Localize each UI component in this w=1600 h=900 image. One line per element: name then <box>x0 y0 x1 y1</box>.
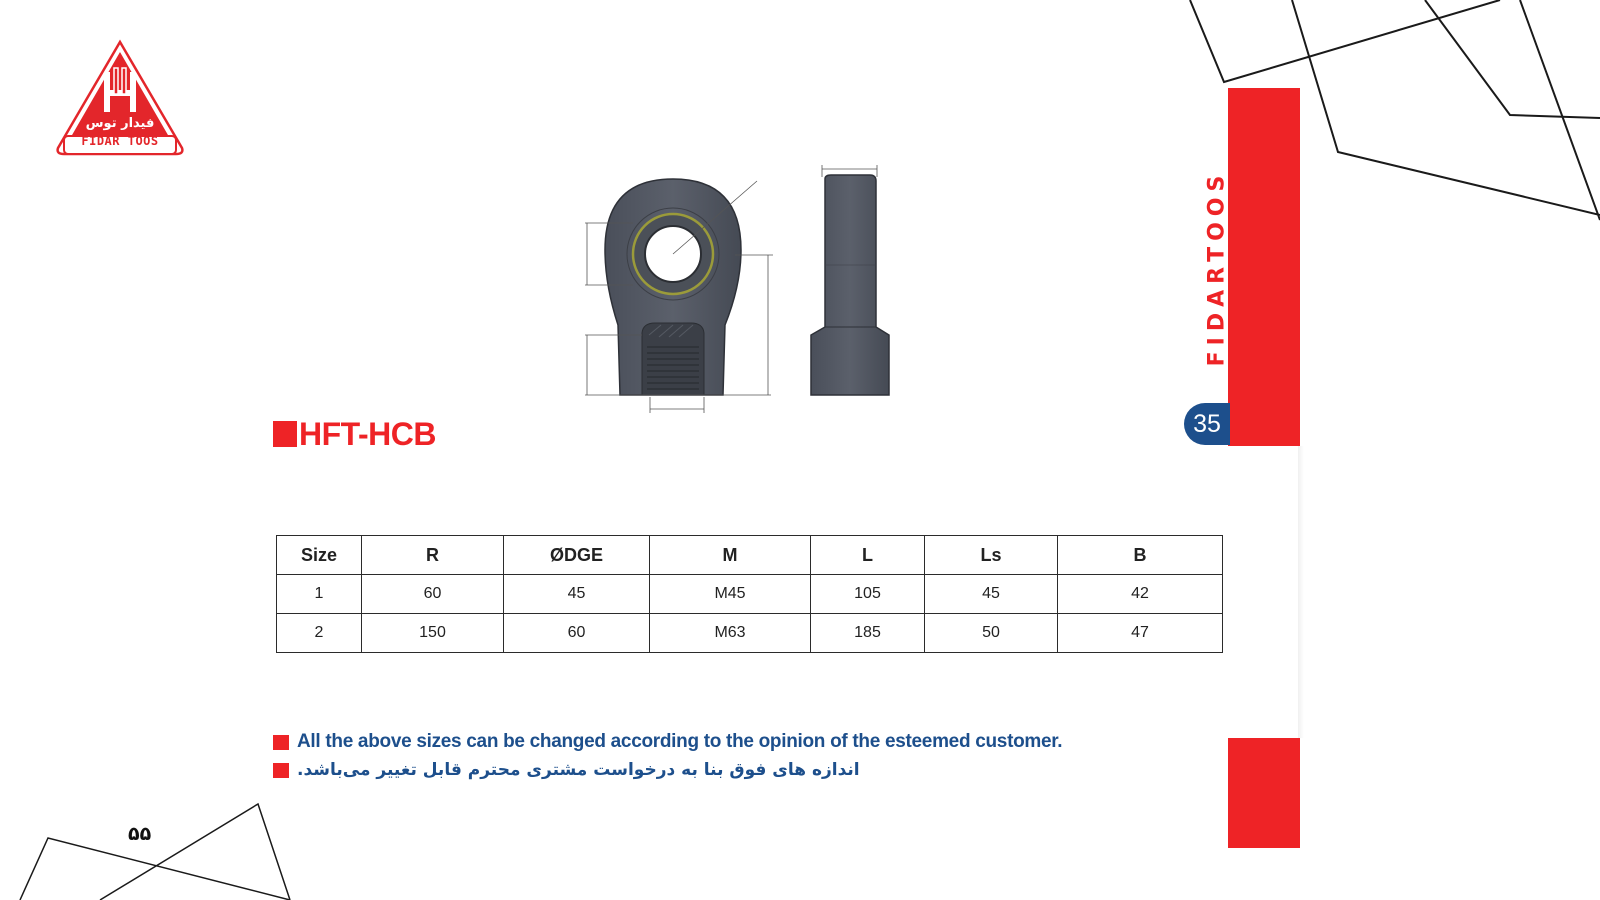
header-r: R <box>362 536 504 575</box>
bullet-square-icon <box>273 735 289 750</box>
table-cell: 45 <box>925 575 1058 614</box>
table-row <box>277 614 1223 653</box>
header-dge: ØDGE <box>504 536 650 575</box>
table-cell: 2 <box>277 614 362 653</box>
table-cell: 45 <box>504 575 650 614</box>
page-number: ۵۵ <box>128 823 152 845</box>
product-title <box>273 416 436 452</box>
table-row <box>277 575 1223 614</box>
table-cell: 47 <box>1058 614 1223 653</box>
header-b: B <box>1058 536 1223 575</box>
header-m: M <box>650 536 811 575</box>
red-side-band-bottom <box>1228 738 1300 848</box>
note-persian-text: اندازه های فوق بنا به درخواست مشتری محترم قابل تغییر می‌باشد. <box>297 760 860 780</box>
table-cell: 60 <box>504 614 650 653</box>
decorative-lines-bottom-left <box>0 790 300 900</box>
table-cell: 42 <box>1058 575 1223 614</box>
table-cell: 50 <box>925 614 1058 653</box>
table-cell: 185 <box>811 614 925 653</box>
red-side-band-top <box>1228 88 1300 446</box>
table-cell: 105 <box>811 575 925 614</box>
note-english-text: All the above sizes can be changed according to the opinion of the esteemed customer. <box>297 731 1063 752</box>
side-band-shadow <box>1298 446 1304 738</box>
table-cell: 150 <box>362 614 504 653</box>
table-header-row <box>277 536 1223 575</box>
logo-text-english: FIDAR TOOS <box>81 134 159 148</box>
brand-name: FIDARTOOS <box>1204 169 1230 366</box>
table-cell: 1 <box>277 575 362 614</box>
chapter-badge: 35 <box>1184 403 1230 445</box>
product-code: HFT-HCB <box>299 415 436 452</box>
company-logo <box>54 38 186 158</box>
bullet-square-icon <box>273 763 289 778</box>
table-cell: M63 <box>650 614 811 653</box>
table-cell: M45 <box>650 575 811 614</box>
table-cell: 60 <box>362 575 504 614</box>
logo-text-persian: فیدار توس <box>85 116 155 131</box>
header-ls: Ls <box>925 536 1058 575</box>
header-size: Size <box>277 536 362 575</box>
specification-table <box>276 535 1223 653</box>
product-technical-drawing <box>585 165 920 425</box>
title-marker-icon <box>273 421 297 447</box>
note-english <box>273 731 1062 753</box>
note-persian <box>273 760 860 780</box>
brand-vertical-text <box>1205 160 1229 375</box>
header-l: L <box>811 536 925 575</box>
